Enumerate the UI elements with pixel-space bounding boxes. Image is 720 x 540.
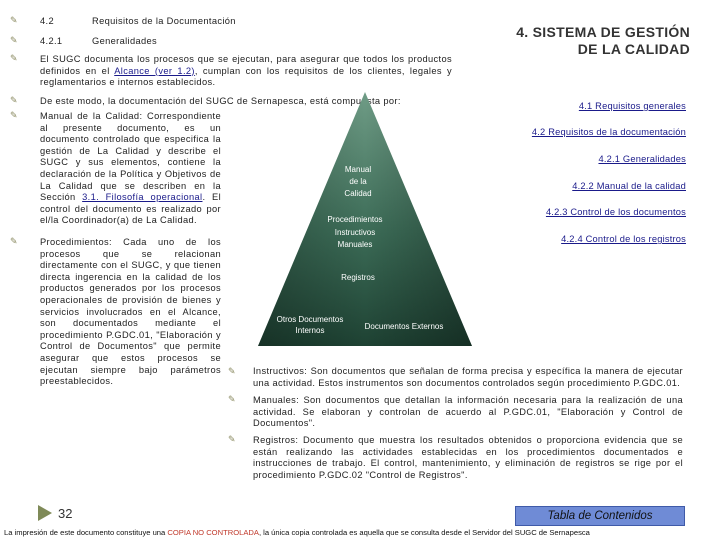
- toc-link-4-2-3[interactable]: 4.2.3 Control de los documentos: [545, 207, 686, 217]
- table-of-contents-button[interactable]: Tabla de Contenidos: [515, 506, 685, 526]
- bullet-icon: ✎: [10, 110, 18, 120]
- footer-text-end: , la única copia controlada es aquella que se consulta desde el Servidor del SUGC de Sernapesca: [258, 528, 590, 537]
- manual-text-start: Manual de la Calidad: Correspondiente al presente documento, es un documento controlado que especifica la gestión de La Calidad y describe el SUGC y sus elementos, contiene la declaración de la Política y Objetivos de La Calidad que se describen en la Sección: [40, 111, 221, 203]
- pyramid-internal-docs-label: Otros Documentos: [276, 315, 344, 324]
- footer-uncontrolled-copy: COPIA NO CONTROLADA: [167, 528, 259, 537]
- bullet-icon: ✎: [10, 15, 18, 25]
- pyramid-procedures-label: Procedimientos: [327, 215, 383, 224]
- intro-paragraph: [40, 54, 452, 89]
- bullet-icon: ✎: [228, 366, 236, 376]
- bullet-icon: ✎: [228, 434, 236, 444]
- pyramid-manual-label: Calidad: [344, 189, 372, 198]
- section-title-line1: 4. SISTEMA DE GESTIÓN: [516, 24, 690, 40]
- bullet-icon: ✎: [10, 35, 18, 45]
- pyramid-internal-docs-label: Internos: [295, 326, 325, 335]
- intro-text-start: El SUGC documenta los procesos que se ejecutan, para asegurar que todos los productos definidos en el: [40, 54, 452, 76]
- pyramid-manual-label: Manual: [344, 165, 372, 174]
- section-title: [516, 24, 690, 58]
- bullet-icon: ✎: [10, 95, 18, 105]
- heading-title-4-2: Requisitos de la Documentación: [92, 16, 236, 26]
- records-paragraph: Registros: Documento que muestra los resultados obtenidos o proporciona evidencia que se están realizando las actividades establecidas en los procedimientos documentados e instrucciones de trabajo. El control, mantenimiento, y eliminación de registros se rige por el procedimiento P.GDC.02 "Control de Registros".: [253, 435, 683, 480]
- pyramid-external-docs-label: Documentos Externos: [364, 322, 444, 331]
- intro-text-end: , cumplan con los requisitos de los clientes, legales y reglamentarios e internos establecidos.: [40, 65, 452, 88]
- manual-paragraph: [40, 111, 221, 227]
- footer-notice: [4, 528, 716, 537]
- heading-number-4-2: 4.2: [40, 16, 54, 26]
- toc-link-4-2-2[interactable]: 4.2.2 Manual de la calidad: [572, 181, 686, 191]
- procedures-paragraph: Procedimientos: Cada uno de los procesos que se relacionan directamente con el SUGC, y que tienen directa ingerencia en la calidad de los productos generados por los procesos operacionales de provisión de bienes y servicios involucrados en el Alcance, son documentados mediante el procedimiento P.GDC.01, "Elaboración y Control de Documentos" que permite asegurar que estos procesos se ejecutan siempre bajo parámetros preestablecidos.: [40, 237, 221, 387]
- bullet-icon: ✎: [10, 53, 18, 63]
- toc-link-4-2-4[interactable]: 4.2.4 Control de los registros: [561, 234, 686, 244]
- toc-link-4-2-1[interactable]: 4.2.1 Generalidades: [598, 154, 686, 164]
- footer-text-start: La impresión de este documento constituye una: [4, 528, 168, 537]
- pyramid-manuals-label: Manuales: [337, 240, 373, 249]
- filosofia-operacional-link[interactable]: 3.1. Filosofía operacional: [82, 192, 203, 203]
- pyramid-manual-label: de la: [349, 177, 367, 186]
- bullet-icon: ✎: [228, 394, 236, 404]
- composition-paragraph: De este modo, la documentación del SUGC de Sernapesca, está compuesta por:: [40, 96, 401, 106]
- bullet-icon: ✎: [10, 236, 18, 246]
- page-arrow-icon: [36, 503, 54, 523]
- manual-text-end: . El control del documento es realizado por el/la Coordinador(a) de La Calidad.: [40, 192, 221, 226]
- heading-number-4-2-1: 4.2.1: [40, 36, 63, 46]
- section-title-line2: DE LA CALIDAD: [577, 41, 690, 57]
- toc-link-4-2[interactable]: 4.2 Requisitos de la documentación: [531, 127, 686, 137]
- instructives-paragraph: Instructivos: Son documentos que señalan de forma precisa y específica la manera de ejecutar una actividad. Estos instrumentos son documentos controlados según procedimiento P.GDC.01.: [253, 366, 683, 388]
- documentation-pyramid: [240, 90, 490, 352]
- alcance-link[interactable]: Alcance (ver 1.2): [114, 65, 195, 76]
- manuals-paragraph: Manuales: Son documentos que detallan la información necesaria para la realización de una actividad. Se elaboran y controlan de acuerdo al P.GDC.01, "Elaboración y Control de Documentos".: [253, 395, 683, 429]
- pyramid-records-label: Registros: [341, 273, 375, 282]
- pyramid-instructives-label: Instructivos: [334, 228, 376, 237]
- heading-title-4-2-1: Generalidades: [92, 36, 158, 46]
- page-number: 32: [58, 506, 73, 521]
- toc-link-4-1[interactable]: 4.1 Requisitos generales: [578, 101, 686, 111]
